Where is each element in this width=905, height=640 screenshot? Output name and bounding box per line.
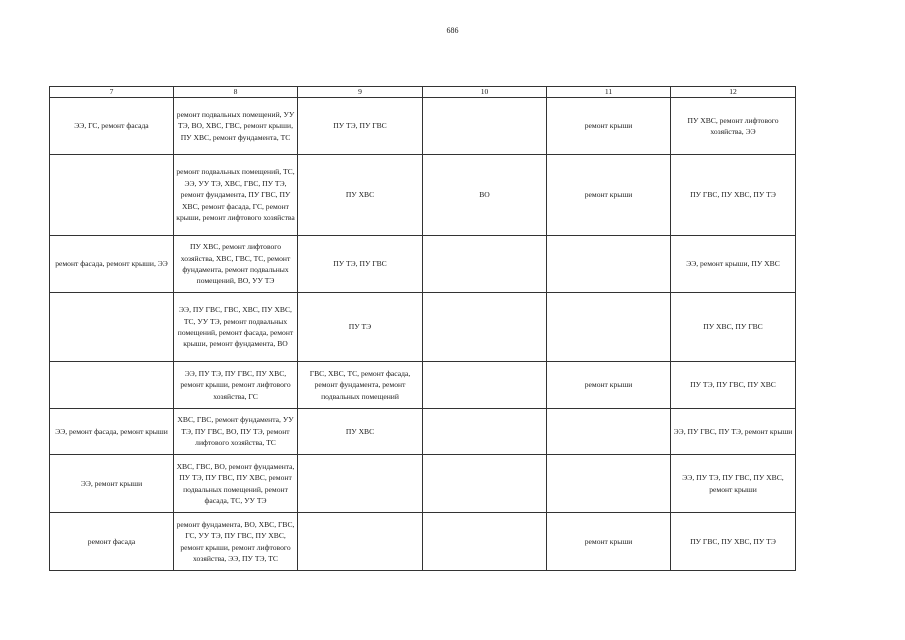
table-cell: ПУ ХВС, ПУ ГВС bbox=[671, 293, 796, 362]
table-cell: ХВС, ГВС, ремонт фундамента, УУ ТЭ, ПУ ГВС, ВО, ПУ ТЭ, ремонт лифтового хозяйства, ТС bbox=[174, 409, 298, 455]
table-cell: ПУ ТЭ, ПУ ГВС, ПУ ХВС bbox=[671, 362, 796, 409]
table-cell: ГВС, ХВС, ТС, ремонт фасада, ремонт фундамента, ремонт подвальных помещений bbox=[298, 362, 423, 409]
table-row bbox=[50, 98, 796, 155]
works-table bbox=[49, 86, 796, 571]
table-row bbox=[50, 455, 796, 513]
table-cell: ремонт подвальных помещений, ТС, ЭЭ, УУ ТЭ, ХВС, ГВС, ПУ ТЭ, ремонт фундамента, ПУ ГВС, ПУ ХВС, ремонт фасада, ГС, ремонт крыши, ремонт лифтового хозяйства bbox=[174, 155, 298, 236]
table-cell: ПУ ХВС, ремонт лифтового хозяйства, ХВС, ГВС, ТС, ремонт фундамента, ремонт подвальных помещений, ВО, УУ ТЭ bbox=[174, 236, 298, 293]
table-row bbox=[50, 409, 796, 455]
column-header-12: 12 bbox=[671, 87, 796, 98]
table-cell: ПУ ТЭ, ПУ ГВС bbox=[298, 236, 423, 293]
table-row bbox=[50, 513, 796, 571]
table-cell: ВО bbox=[423, 155, 547, 236]
table-cell: ремонт крыши bbox=[547, 98, 671, 155]
table-cell bbox=[423, 98, 547, 155]
table-cell bbox=[298, 513, 423, 571]
table-row bbox=[50, 236, 796, 293]
column-header-7: 7 bbox=[50, 87, 174, 98]
table-cell: ремонт фасада, ремонт крыши, ЭЭ bbox=[50, 236, 174, 293]
table-cell bbox=[50, 155, 174, 236]
table-cell: ХВС, ГВС, ВО, ремонт фундамента, ПУ ТЭ, ПУ ГВС, ПУ ХВС, ремонт подвальных помещений, ремонт фасада, ТС, УУ ТЭ bbox=[174, 455, 298, 513]
table-cell bbox=[298, 455, 423, 513]
table-cell bbox=[50, 362, 174, 409]
table-cell: ЭЭ, ПУ ГВС, ГВС, ХВС, ПУ ХВС, ТС, УУ ТЭ, ремонт подвальных помещений, ремонт фасада, ремонт крыши, ремонт фундамента, ВО bbox=[174, 293, 298, 362]
table-cell: ЭЭ, ремонт фасада, ремонт крыши bbox=[50, 409, 174, 455]
table-row bbox=[50, 155, 796, 236]
table-cell: ПУ ХВС, ремонт лифтового хозяйства, ЭЭ bbox=[671, 98, 796, 155]
table-cell: ПУ ХВС bbox=[298, 155, 423, 236]
page-number: 686 bbox=[446, 26, 459, 35]
table-cell: ЭЭ, ПУ ТЭ, ПУ ГВС, ПУ ХВС, ремонт крыши bbox=[671, 455, 796, 513]
table-cell: ПУ ТЭ bbox=[298, 293, 423, 362]
table-cell bbox=[423, 409, 547, 455]
table-cell: ремонт подвальных помещений, УУ ТЭ, ВО, ХВС, ГВС, ремонт крыши, ПУ ХВС, ремонт фундамента, ТС bbox=[174, 98, 298, 155]
table-cell bbox=[547, 236, 671, 293]
table-cell bbox=[547, 409, 671, 455]
table-cell bbox=[423, 362, 547, 409]
table-cell: ремонт крыши bbox=[547, 362, 671, 409]
column-header-9: 9 bbox=[298, 87, 423, 98]
table-cell bbox=[547, 293, 671, 362]
column-header-11: 11 bbox=[547, 87, 671, 98]
table-cell: ремонт фасада bbox=[50, 513, 174, 571]
table-cell: ремонт крыши bbox=[547, 155, 671, 236]
table-header-row bbox=[50, 87, 796, 98]
table-cell bbox=[423, 236, 547, 293]
table-cell bbox=[547, 455, 671, 513]
table-cell: ЭЭ, ПУ ГВС, ПУ ТЭ, ремонт крыши bbox=[671, 409, 796, 455]
table-cell bbox=[423, 293, 547, 362]
table-row bbox=[50, 362, 796, 409]
table-cell: ремонт фундамента, ВО, ХВС, ГВС, ГС, УУ ТЭ, ПУ ГВС, ПУ ХВС, ремонт крыши, ремонт лифтового хозяйства, ЭЭ, ПУ ТЭ, ТС bbox=[174, 513, 298, 571]
table-cell: ЭЭ, ГС, ремонт фасада bbox=[50, 98, 174, 155]
table-cell: ПУ ХВС bbox=[298, 409, 423, 455]
table-cell: ЭЭ, ремонт крыши, ПУ ХВС bbox=[671, 236, 796, 293]
table-cell: ЭЭ, ПУ ТЭ, ПУ ГВС, ПУ ХВС, ремонт крыши, ремонт лифтового хозяйства, ГС bbox=[174, 362, 298, 409]
table-cell bbox=[50, 293, 174, 362]
table-row bbox=[50, 293, 796, 362]
table-cell: ЭЭ, ремонт крыши bbox=[50, 455, 174, 513]
column-header-8: 8 bbox=[174, 87, 298, 98]
table-cell: ремонт крыши bbox=[547, 513, 671, 571]
table-cell bbox=[423, 455, 547, 513]
column-header-10: 10 bbox=[423, 87, 547, 98]
table-cell: ПУ ГВС, ПУ ХВС, ПУ ТЭ bbox=[671, 155, 796, 236]
table-cell: ПУ ТЭ, ПУ ГВС bbox=[298, 98, 423, 155]
table-cell bbox=[423, 513, 547, 571]
table-cell: ПУ ГВС, ПУ ХВС, ПУ ТЭ bbox=[671, 513, 796, 571]
